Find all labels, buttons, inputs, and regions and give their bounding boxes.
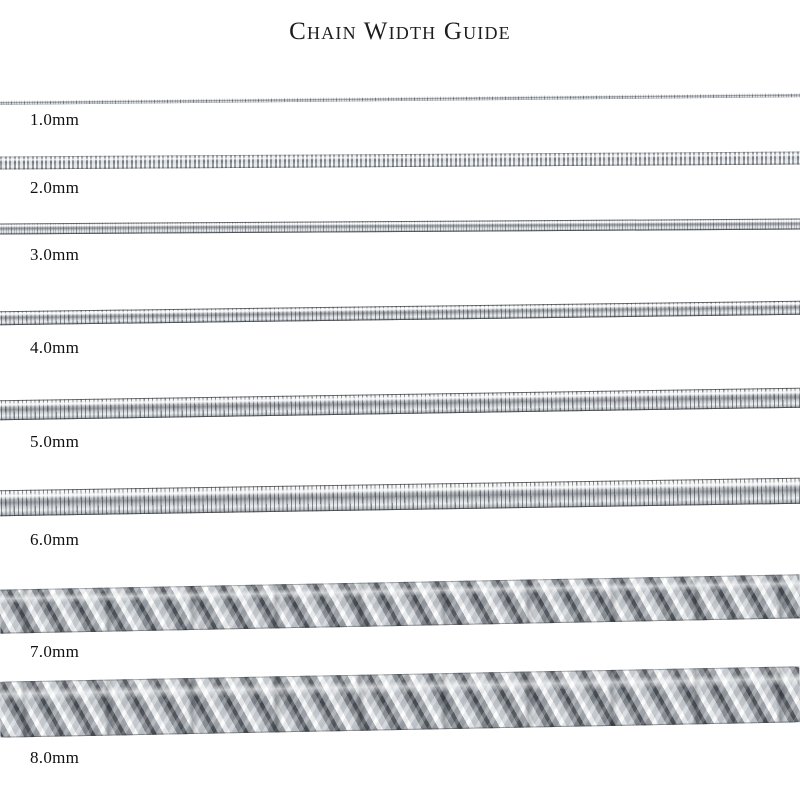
chain-strip-6 [0,472,800,529]
chain-texture [0,387,800,420]
chain-row [0,215,800,271]
chain-row [0,578,800,666]
chain-label: 3.0mm [30,245,80,264]
chain-strip-3 [0,213,800,244]
chain-label: 8.0mm [30,748,80,767]
chain-row [0,150,800,202]
page-title: Chain Width Guide [289,18,511,45]
chain-row [0,92,800,140]
chain-texture [0,93,800,105]
chain-label: 7.0mm [30,642,80,661]
chain-label: 4.0mm [30,338,80,357]
chain-strip-1 [0,88,800,112]
chain-strip-2 [0,148,800,177]
chain-row [0,388,800,454]
chain-row [0,478,800,552]
chain-label: 5.0mm [30,432,80,451]
chain-row [0,672,800,772]
chain-row [0,300,800,360]
chain-strip-4 [0,295,800,335]
chain-strip-7 [0,570,800,643]
chain-label: 1.0mm [30,110,80,129]
chain-strip-5 [0,382,800,431]
chain-strip-8 [0,664,800,749]
chain-rope-knots [0,666,800,738]
chain-label: 2.0mm [30,178,80,197]
chain-label: 6.0mm [30,530,80,549]
